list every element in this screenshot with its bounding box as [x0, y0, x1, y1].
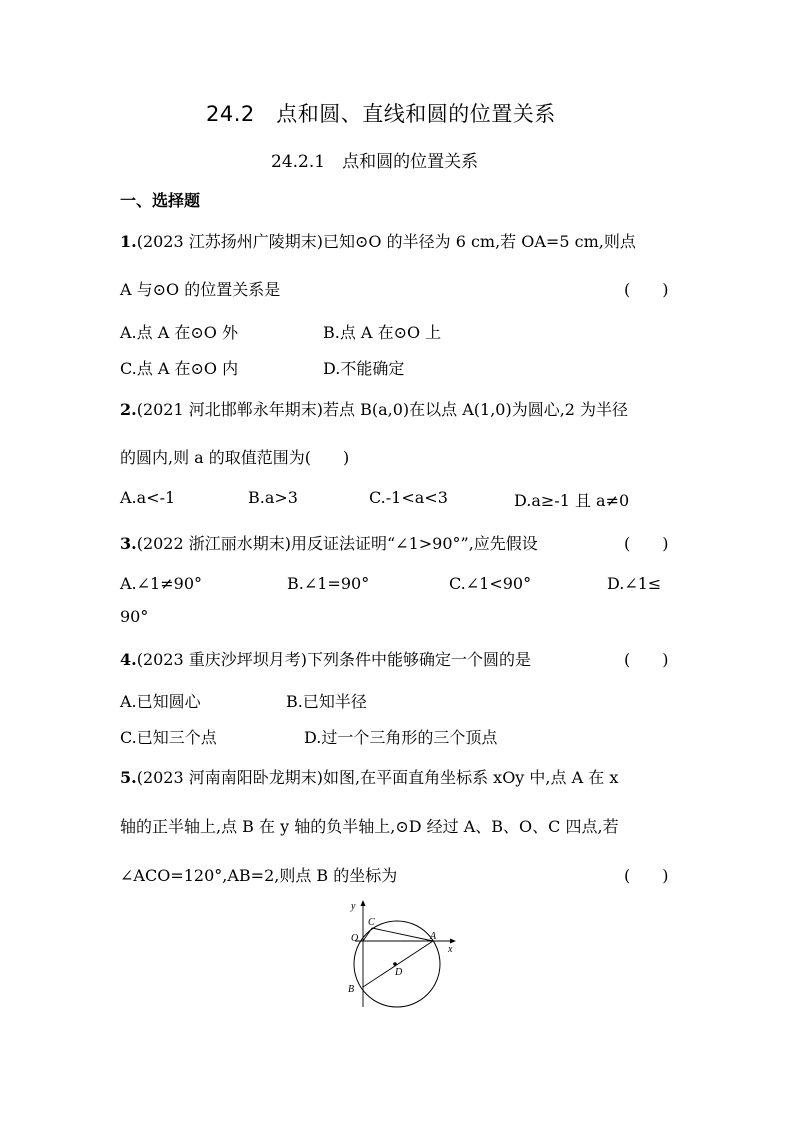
question-number: 5. — [120, 768, 137, 787]
option-c: C.∠1<90° — [449, 574, 532, 593]
question-text: (2022 浙江丽水期末)用反证法证明“∠1>90°”,应先假设 — [136, 534, 538, 553]
label-d: D — [395, 967, 403, 978]
question-number: 2. — [120, 400, 137, 419]
page-subtitle: 24.2.1 点和圆的位置关系 — [271, 152, 479, 172]
answer-blank: ( ) — [624, 280, 669, 299]
option-b: B.已知半径 — [286, 692, 367, 711]
question-5-line-2: 轴的正半轴上,点 B 在 y 轴的负半轴上,⊙D 经过 A、B、O、C 四点,若 — [120, 817, 619, 836]
question-2 — [120, 397, 628, 420]
option-a: A.已知圆心 — [120, 692, 201, 711]
circle-d — [354, 921, 440, 1007]
option-d: D.不能确定 — [323, 359, 405, 378]
label-a: A — [430, 931, 437, 942]
question-number: 4. — [120, 650, 137, 669]
question-text: (2023 河南南阳卧龙期末)如图,在平面直角坐标系 xOy 中,点 A 在 x — [136, 768, 619, 787]
question-number: 1. — [120, 232, 137, 251]
question-text: (2021 河北邯郸永年期末)若点 B(a,0)在以点 A(1,0)为圆心,2 为半径 — [136, 400, 629, 419]
option-d-continued: 90° — [120, 607, 149, 626]
center-point — [393, 962, 397, 966]
option-a: A.a<-1 — [120, 488, 176, 507]
question-1 — [120, 229, 636, 252]
label-x: x — [448, 944, 453, 955]
option-c: C.点 A 在⊙O 内 — [120, 359, 239, 378]
question-3 — [120, 531, 538, 554]
segment-oc — [363, 928, 372, 941]
option-c: C.-1<a<3 — [369, 488, 448, 507]
question-text: (2023 重庆沙坪坝月考)下列条件中能够确定一个圆的是 — [136, 650, 531, 669]
x-axis-arrow — [450, 939, 456, 944]
option-d: D.a≥-1 且 a≠0 — [514, 491, 630, 510]
answer-blank: ( ) — [624, 534, 669, 553]
segment-ab — [363, 941, 433, 987]
option-a: A.∠1≠90° — [120, 574, 202, 593]
question-number: 3. — [120, 534, 137, 553]
question-text: (2023 江苏扬州广陵期末)已知⊙O 的半径为 6 cm,若 OA=5 cm,则点 — [136, 232, 636, 251]
label-b: B — [348, 984, 355, 995]
question-2-line-2: 的圆内,则 a 的取值范围为( ) — [120, 448, 350, 467]
question-1-line-2: A 与⊙O 的位置关系是 — [120, 280, 281, 299]
answer-blank: ( ) — [624, 866, 669, 885]
option-b: B.a>3 — [248, 488, 298, 507]
option-b: B.∠1=90° — [287, 574, 370, 593]
label-c: C — [368, 917, 375, 928]
option-c: C.已知三个点 — [120, 728, 217, 747]
page-title: 24.2 点和圆、直线和圆的位置关系 — [206, 102, 556, 126]
y-axis-arrow — [361, 900, 366, 906]
question-5 — [120, 765, 618, 788]
option-b: B.点 A 在⊙O 上 — [323, 323, 442, 342]
option-d: D.∠1≤ — [607, 574, 662, 593]
option-a: A.点 A 在⊙O 外 — [120, 323, 238, 342]
label-y: y — [351, 901, 356, 912]
coordinate-circle-figure — [330, 895, 470, 1015]
question-4 — [120, 647, 531, 670]
section-heading: 一、选择题 — [120, 191, 201, 210]
option-d: D.过一个三角形的三个顶点 — [304, 728, 498, 747]
answer-blank: ( ) — [624, 650, 669, 669]
label-o: O — [351, 933, 359, 944]
question-5-line-3: ∠ACO=120°,AB=2,则点 B 的坐标为 — [120, 866, 398, 885]
